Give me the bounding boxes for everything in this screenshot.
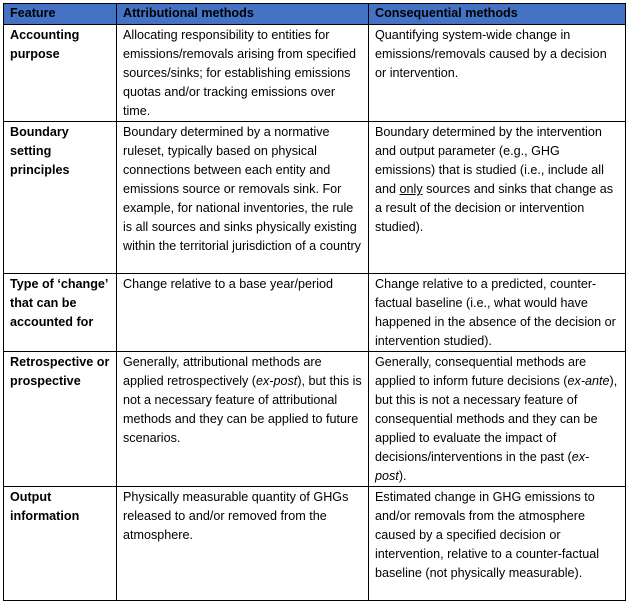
table-body <box>4 25 626 601</box>
consequential-text: Boundary determined by the intervention and output parameter (e.g., GHG emissions) that is studied (i.e., include all and <box>375 125 604 196</box>
italic-term: ex-ante <box>567 374 610 388</box>
table-header <box>4 4 626 25</box>
consequential-text: ). <box>398 469 407 483</box>
feature-cell: Accounting purpose <box>4 25 117 122</box>
italic-term: ex-post <box>375 450 590 483</box>
consequential-cell: Quantifying system-wide change in emissions/removals caused by a decision or intervention. <box>369 25 626 122</box>
header-attributional: Attributional methods <box>117 4 369 25</box>
feature-cell: Output information <box>4 487 117 601</box>
attributional-cell: Change relative to a base year/period <box>117 274 369 352</box>
consequential-cell: Change relative to a predicted, counter-factual baseline (i.e., what would have happened in the absence of the decision or intervention studied). <box>369 274 626 352</box>
attributional-text: Generally, attributional methods are applied retrospectively ( <box>123 355 322 388</box>
consequential-text: sources and sinks that change as a result of the decision or intervention studied). <box>375 182 614 234</box>
consequential-cell <box>369 122 626 274</box>
header-row <box>4 4 626 25</box>
underlined-text: only <box>399 182 423 196</box>
consequential-text: ), but this is not a necessary feature of consequential methods and they can be applied to evaluate the impact of decisions/interventions in the past ( <box>375 374 618 464</box>
consequential-cell: Estimated change in GHG emissions to and/or removals from the atmosphere caused by a specified decision or intervention, relative to a counter-factual baseline (not physically measurable). <box>369 487 626 601</box>
attributional-cell: Physically measurable quantity of GHGs released to and/or removed from the atmosphere. <box>117 487 369 601</box>
table-row-accounting-purpose <box>4 25 626 122</box>
feature-cell: Boundary setting principles <box>4 122 117 274</box>
feature-cell: Retrospective or prospective <box>4 352 117 487</box>
consequential-text: Generally, consequential methods are applied to inform future decisions ( <box>375 355 587 388</box>
attributional-text: ), but this is not a necessary feature of attributional methods and they can be applied to future scenarios. <box>123 374 362 445</box>
feature-cell: Type of ‘change’ that can be accounted for <box>4 274 117 352</box>
table-row-output-information <box>4 487 626 601</box>
table-row-boundary-setting <box>4 122 626 274</box>
attributional-cell: Boundary determined by a normative ruleset, typically based on physical connections between each entity and emissions source or removals sink. For example, for national inventories, the rule is all sources and sinks physically existing within the territorial jurisdiction of a country <box>117 122 369 274</box>
table-row-type-of-change <box>4 274 626 352</box>
header-consequential: Consequential methods <box>369 4 626 25</box>
attributional-cell <box>117 352 369 487</box>
consequential-cell <box>369 352 626 487</box>
header-feature: Feature <box>4 4 117 25</box>
table-row-retrospective <box>4 352 626 487</box>
attributional-cell: Allocating responsibility to entities for emissions/removals arising from specified sources/sinks; for establishing emissions quotas and/or tracking emissions over time. <box>117 25 369 122</box>
comparison-table <box>3 3 626 601</box>
italic-term: ex-post <box>256 374 298 388</box>
